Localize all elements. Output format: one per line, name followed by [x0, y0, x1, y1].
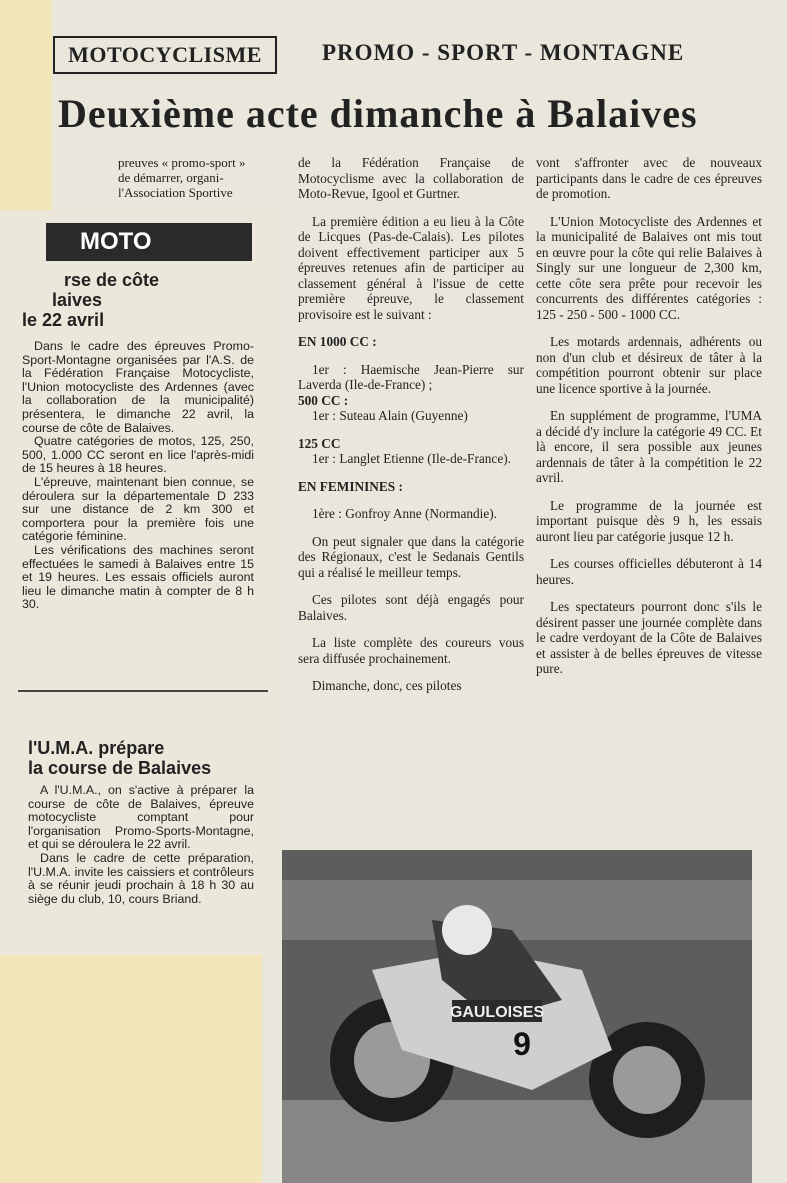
cutout-article-2 [28, 784, 254, 906]
intro-line: de démarrer, organi- [118, 170, 224, 185]
paragraph: Ces pilotes sont déjà engagés pour Balaives. [298, 592, 524, 623]
cutout-title-2 [28, 738, 211, 778]
paragraph: Les spectateurs pourront donc s'ils le désirent passer une journée complète dans le cadre verdoyant de la Côte de Balaives et assister à de belles épreuves de vitesse pure. [536, 599, 762, 676]
paragraph: A l'U.M.A., on s'active à préparer la course de côte de Balaives, épreuve motocycliste comptant pour l'organisation Promo-Sports-Montagne, et qui se déroulera le 22 avril. [28, 783, 254, 852]
intro-line: preuves « promo-sport » [118, 155, 246, 170]
paragraph: Dans le cadre de cette préparation, l'U.M.A. invite les caissiers et contrôleurs à se réunir jeudi prochain à 18 h 30 au siège du club, 10, cours Briand. [28, 850, 254, 906]
paragraph: de la Fédération Française de Motocyclisme avec la collaboration de Moto-Revue, Igool et Gurtner. [298, 155, 524, 201]
title-line: la course de Balaives [28, 758, 212, 778]
column1-intro [118, 155, 278, 200]
paragraph: La liste complète des coureurs vous sera diffusée prochainement. [298, 635, 524, 666]
paragraph: Dans le cadre des épreuves Promo-Sport-Montagne organisées par l'A.S. de la Fédération Française Motocycliste, l'Union motocycliste des Ardennes (avec la collaboration de la municipalité) présentera, le dimanche 22 avril, la course de côte de Balaives. [22, 339, 254, 435]
result-line: 1er : Haemische Jean-Pierre sur Laverda (Ile-de-France) ; [298, 361, 524, 392]
category-heading: EN FEMININES : [298, 478, 403, 494]
cutout-subtitle [22, 270, 159, 330]
result-line: 1ère : Gonfroy Anne (Normandie). [312, 506, 497, 521]
divider [18, 690, 268, 692]
paragraph: L'épreuve, maintenant bien connue, se déroulera sur la départementale D 233 sur une distance de 2 km 300 et comportera pour la première fois une catégorie féminine. [22, 474, 254, 544]
subtitle-line: rse de côte [64, 270, 160, 290]
rubric-title: PROMO - SPORT - MONTAGNE [322, 40, 685, 65]
paragraph: L'Union Motocycliste des Ardennes et la municipalité de Balaives ont mis tout en œuvre pour la côte qui relie Balaives à Singly sur une longueur de 2,300 km, cette côte sera prête pour recevoir les concurrents des différentes catégories : 125 - 250 - 500 - 1000 CC. [536, 213, 762, 322]
headline: Deuxième acte dimanche à Balaives [58, 91, 698, 136]
category-heading: 125 CC [298, 435, 341, 451]
race-number: 9 [513, 1026, 531, 1062]
column3 [536, 155, 762, 689]
race-photo [282, 850, 752, 1183]
subtitle-line: laives [52, 290, 103, 310]
category-heading: EN 1000 CC : [298, 334, 377, 349]
result-line: 1er : Langlet Etienne (Ile-de-France). [312, 451, 511, 466]
cutout-article-1 [22, 340, 254, 612]
paragraph: La première édition a eu lieu à la Côte de Licques (Pas-de-Calais). Les pilotes doivent effectivement participer aux 5 épreuves retenues afin de participer au classement général à l'issue de cette première épreuve, le classement provisoire est le suivant : [298, 213, 524, 322]
result-line: 1er : Suteau Alain (Guyenne) [312, 408, 468, 423]
moto-tag: MOTO [46, 223, 252, 261]
paragraph: Les vérifications des machines seront effectuées le samedi à Balaives entre 15 et 19 heures. Les essais officiels auront lieu le dimanche matin à compter de 8 h 30. [22, 542, 254, 612]
title-line: l'U.M.A. prépare [28, 738, 165, 758]
category-heading: 500 CC : [298, 392, 349, 408]
paragraph: On peut signaler que dans la catégorie des Régionaux, c'est le Sedanais Gentils qui a réalisé le meilleur temps. [298, 533, 524, 580]
column2 [298, 155, 524, 706]
motorcycle-image [282, 850, 752, 1183]
section-label: MOTOCYCLISME [53, 36, 277, 74]
paragraph: Les courses officielles débuteront à 14 heures. [536, 556, 762, 587]
subtitle-line: le 22 avril [22, 310, 105, 330]
paragraph: Quatre catégories de motos, 125, 250, 500, 1.000 CC seront en lice l'après-midi de 15 heures à 18 heures. [22, 434, 254, 476]
paragraph: Dimanche, donc, ces pilotes [312, 678, 462, 693]
paragraph: Les motards ardennais, adhérents ou non d'un club et désireux de tâter à la compétition pourront obtenir sur place une licence sportive à la journée. [536, 334, 762, 396]
paragraph: Le programme de la journée est important puisque dès 9 h, les essais auront lieu par catégorie jusque 12 h. [536, 497, 762, 544]
paragraph: vont s'affronter avec de nouveaux participants dans le cadre de ces épreuves de promotion. [536, 155, 762, 201]
scan-background-lower [0, 955, 262, 1183]
fairing-text: GAULOISES [449, 1004, 545, 1021]
intro-line: l'Association Sportive [118, 185, 233, 200]
paragraph: En supplément de programme, l'UMA a décidé d'y inclure la catégorie 49 CC. Et là encore, il sera possible aux jeunes ardennais de tâter à la compétition le 22 avril. [536, 408, 762, 485]
